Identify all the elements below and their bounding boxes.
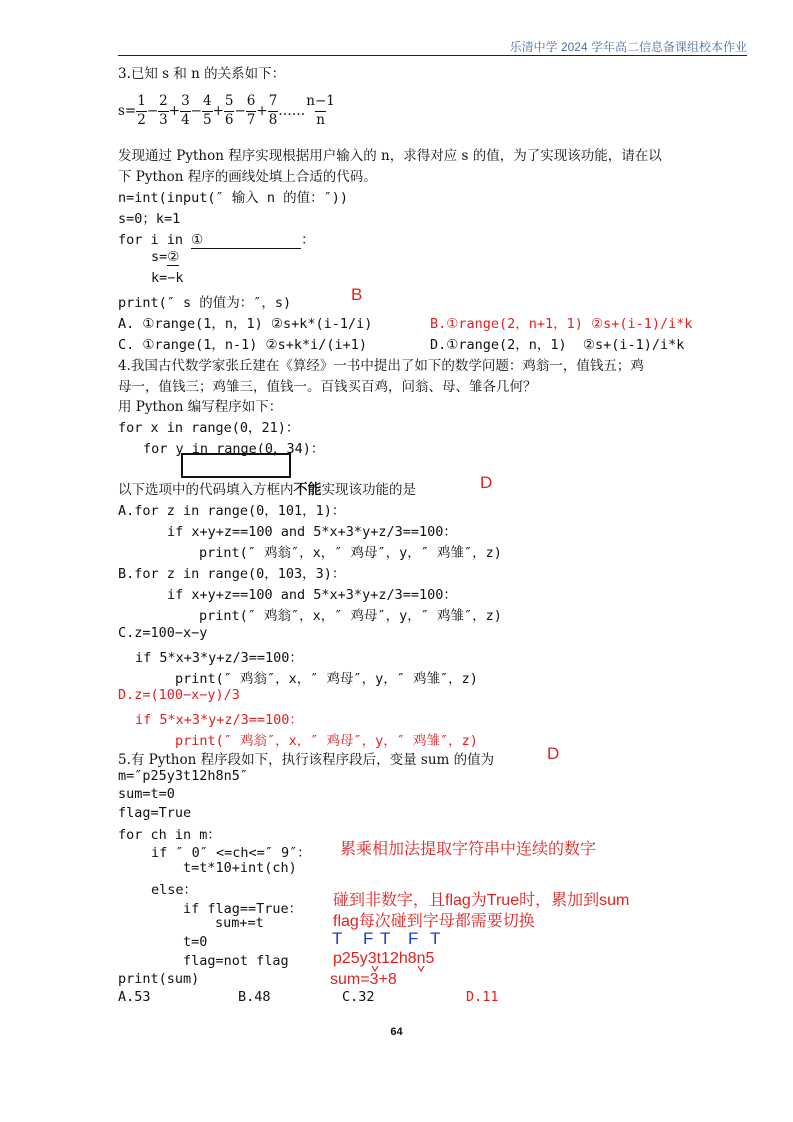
tf-mark: F: [363, 929, 374, 948]
tf-mark: T: [332, 929, 343, 948]
code-assign: s=: [151, 249, 168, 265]
q5-option-b: B.48: [238, 989, 271, 1005]
formula-fraction: [158, 93, 169, 128]
q3-answer: B: [351, 285, 363, 304]
formula-op: +: [212, 103, 224, 119]
denominator: 5: [202, 112, 212, 128]
q3-option-b: B.①range(2，n+1，1) ②s+(i-1)/i*k: [430, 316, 693, 332]
formula-op: −: [234, 103, 246, 119]
q3-formula: [118, 93, 336, 128]
denominator: 6: [224, 112, 234, 128]
q3-desc-line2: 下 Python 程序的画线处填上合适的代码。: [118, 169, 377, 185]
q5-option-c: C.32: [342, 989, 375, 1005]
denominator: 3: [159, 112, 168, 128]
code-colon: ：: [301, 232, 315, 248]
q3-code-line6: print(″ s 的值为：″，s): [118, 295, 292, 311]
q3-option-d: D.①range(2，n，1) ②s+(i-1)/i*k: [430, 337, 685, 353]
numerator: 4: [202, 93, 212, 109]
q5-option-d: D.11: [466, 989, 499, 1005]
q4-stem-line2: 母一，值钱三；鸡雏三，值钱一。百钱买百鸡，问翁、母、雏各几何？: [118, 379, 537, 395]
q4-code1: for x in range(0，21)：: [118, 420, 300, 436]
q4-question: [118, 478, 416, 499]
header-rule: [118, 55, 747, 56]
q5-code-6: t=t*10+int(ch): [183, 860, 297, 876]
q3-desc-line1: 发现通过 Python 程序实现根据用户输入的 n，求得对应 s 的值，为了实现该功能，请在以: [118, 148, 662, 164]
q5-stem: 5.有 Python 程序段如下，执行该程序段后，变量 sum 的值为: [118, 752, 495, 768]
answer-box: [181, 453, 291, 478]
formula-fraction: [224, 93, 235, 128]
q4-a2: if x+y+z==100 and 5*x+3*y+z/3==100：: [167, 524, 457, 540]
formula-fraction: [136, 93, 147, 128]
q4-d2: if 5*x+3*y+z/3==100：: [135, 712, 303, 728]
q4-a1: A.for z in range(0，101，1)：: [118, 503, 346, 519]
q5-code-11: flag=not flag: [183, 953, 289, 969]
q5-note-string: p25y3t12h8n5: [333, 950, 435, 967]
numerator: 5: [224, 93, 234, 109]
q3-code-line3: [118, 228, 315, 249]
q5-note-3: flag每次碰到字母都需要切换: [333, 913, 535, 930]
q4-a3: print(″ 鸡翁″，x，″ 鸡母″，y，″ 鸡雏″，z): [199, 545, 502, 561]
denominator: 2: [137, 112, 146, 128]
q3-option-c: C. ①range(1，n-1) ②s+k*i/(i+1): [118, 337, 368, 353]
q3-code-line5: k=−k: [151, 270, 184, 286]
q5-answer: D: [547, 744, 560, 763]
formula-op: −: [190, 103, 202, 119]
blank-1: ①: [191, 232, 301, 249]
q5-code-2: sum=t=0: [118, 786, 175, 802]
q4-b3: print(″ 鸡翁″，x，″ 鸡母″，y，″ 鸡雏″，z): [199, 608, 502, 624]
formula-fraction: [246, 93, 257, 128]
q5-code-5: if ″ 0″ <=ch<=″ 9″：: [151, 845, 311, 861]
q3-code-line4: [151, 249, 179, 266]
page-number: 64: [390, 1026, 403, 1038]
blank-2: ②: [167, 249, 180, 265]
q5-code-9: sum+=t: [215, 915, 264, 931]
q5-code-4: for ch in m：: [118, 827, 221, 843]
q4-stem-line1: 4.我国古代数学家张丘建在《算经》一书中提出了如下的数学问题：鸡翁一，值钱五；鸡: [118, 358, 644, 374]
q4-code2: for y in range(0，34)：: [143, 441, 325, 457]
q5-code-3: flag=True: [118, 805, 192, 821]
q4-c3: print(″ 鸡翁″，x，″ 鸡母″，y，″ 鸡雏″，z): [175, 671, 478, 687]
q4-d3: print(″ 鸡翁″，x，″ 鸡母″，y，″ 鸡雏″，z): [175, 733, 478, 749]
q3-stem: 3.已知 s 和 n 的关系如下：: [118, 66, 286, 82]
q3-code-line2: s=0；k=1: [118, 211, 181, 227]
q3-option-a: A. ①range(1，n，1) ②s+k*(i-1/i): [118, 316, 373, 332]
q5-code-8: if flag==True：: [183, 901, 303, 917]
numerator: 1: [137, 93, 146, 109]
q4-question-bold: 不能: [293, 481, 322, 497]
q4-b1: B.for z in range(0，103，3)：: [118, 566, 346, 582]
q5-code-1: m=″p25y3t12h8n5″: [118, 768, 249, 784]
formula-op: +: [256, 103, 268, 119]
q4-b2: if x+y+z==100 and 5*x+3*y+z/3==100：: [167, 587, 457, 603]
tf-mark: T: [380, 929, 391, 948]
q4-d1: D.z=(100−x−y)/3: [118, 687, 240, 703]
tf-mark: F: [408, 929, 419, 948]
q4-question-post: 实现该功能的是: [321, 482, 416, 498]
q5-note-2: 碰到非数字，且flag为True时，累加到sum: [333, 892, 630, 909]
q4-question-pre: 以下选项中的代码填入方框内: [118, 482, 294, 498]
q4-c2: if 5*x+3*y+z/3==100：: [135, 650, 303, 666]
q5-note-sum: sum=3+8: [330, 971, 397, 988]
formula-fraction: [180, 93, 191, 128]
denominator: 4: [181, 112, 190, 128]
formula-op: +: [168, 103, 181, 119]
header-title: 乐清中学 2024 学年高二信息备课组校本作业: [509, 40, 747, 54]
q4-c1: C.z=100−x−y: [118, 625, 208, 641]
numerator: 2: [159, 93, 168, 109]
formula-fraction: [268, 93, 279, 128]
q3-code-line1: n=int(input(″ 输入 n 的值：″)): [118, 190, 349, 206]
formula-lhs: s=: [118, 103, 137, 119]
tf-mark: T: [430, 929, 441, 948]
denominator: n: [316, 112, 325, 128]
q5-note-1: 累乘相加法提取字符串中连续的数字: [340, 841, 597, 858]
q5-code-12: print(sum): [118, 971, 200, 987]
numerator: 6: [246, 93, 256, 109]
q4-stem-line3: 用 Python 编写程序如下：: [118, 399, 283, 415]
q5-code-10: t=0: [183, 934, 208, 950]
formula-op: ……: [278, 103, 306, 119]
formula-fraction: [202, 93, 213, 128]
denominator: 8: [268, 112, 278, 128]
q5-code-7: else：: [151, 882, 198, 898]
numerator: 7: [268, 93, 278, 109]
numerator: n−1: [306, 93, 335, 109]
code-for-keyword: for i in: [118, 232, 192, 248]
formula-op: −: [146, 103, 159, 119]
q5-option-a: A.53: [118, 989, 151, 1005]
numerator: 3: [181, 93, 190, 109]
formula-fraction: [305, 93, 336, 128]
q4-answer: D: [480, 473, 493, 492]
denominator: 7: [246, 112, 256, 128]
